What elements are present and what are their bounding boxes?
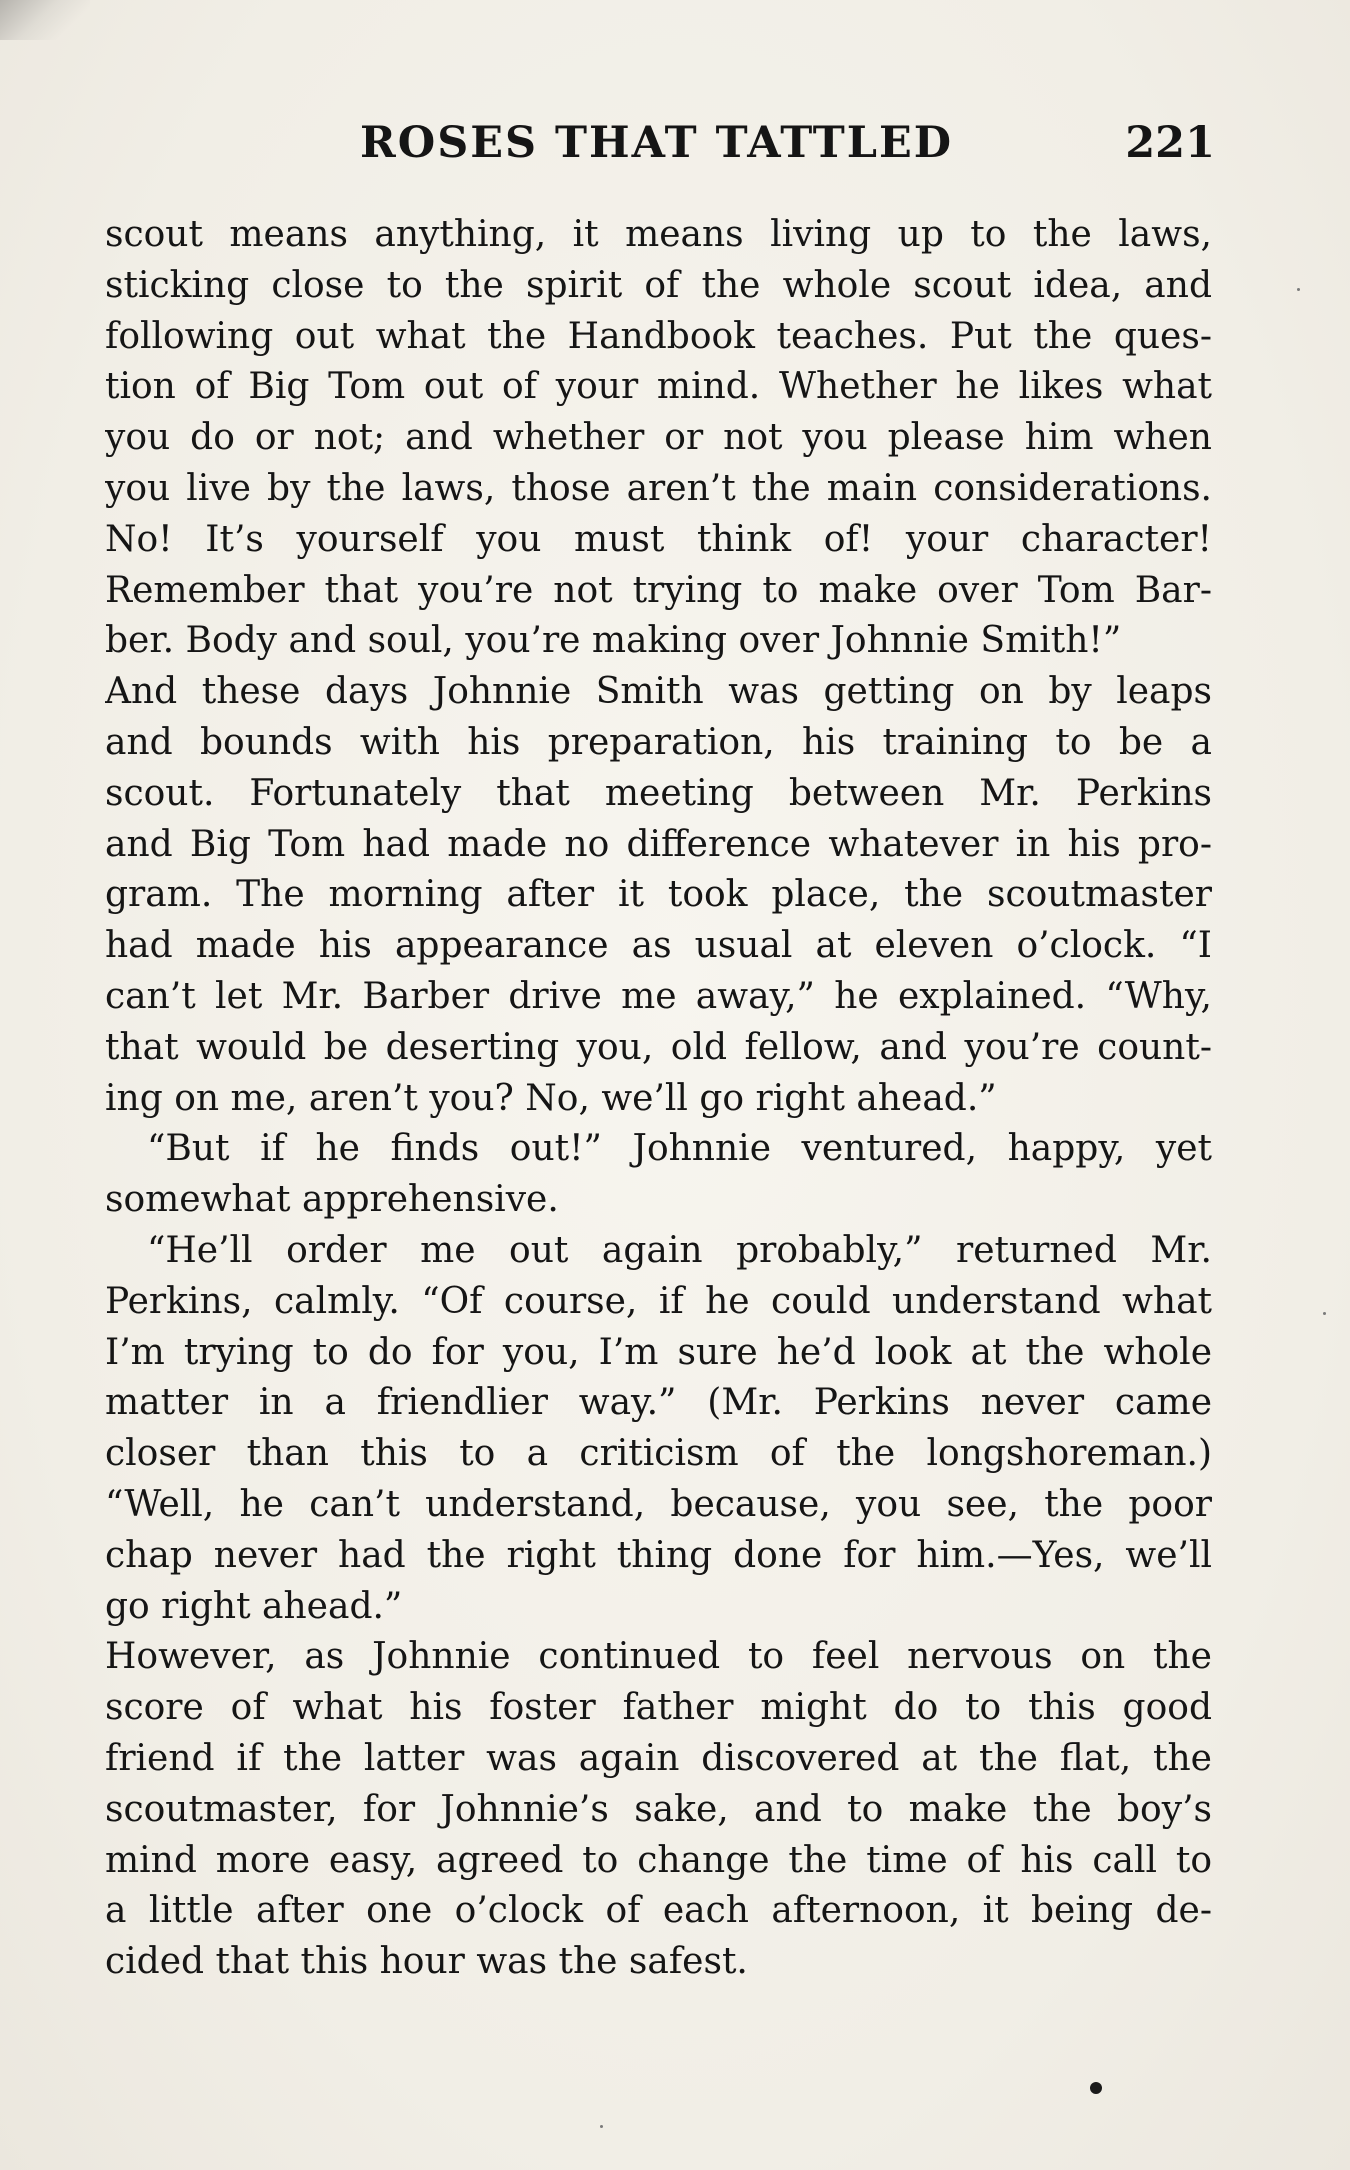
text-line: scout. Fortunately that meeting between Mr. Perkins xyxy=(105,772,1212,814)
text-line: matter in a friendlier way.” (Mr. Perkins never came xyxy=(105,1382,1212,1424)
text-line: and Big Tom had made no difference whatever in his pro- xyxy=(105,823,1212,865)
text-line: Perkins, calmly. “Of course, if he could understand what xyxy=(105,1280,1212,1322)
text-line: can’t let Mr. Barber drive me away,” he explained. “Why, xyxy=(105,975,1212,1017)
text-line: go right ahead.” xyxy=(105,1585,403,1627)
running-title: ROSES THAT TATTLED xyxy=(360,118,954,168)
text-line: gram. The morning after it took place, the scoutmaster xyxy=(105,874,1212,916)
text-line: ber. Body and soul, you’re making over Johnnie Smith!” xyxy=(105,620,1122,662)
page-number: 221 xyxy=(1125,118,1215,168)
scan-speck xyxy=(600,2125,603,2128)
text-line: “But if he finds out!” Johnnie ventured, happy, yet xyxy=(147,1128,1212,1170)
body-text xyxy=(105,210,1212,1988)
text-line: sticking close to the spirit of the whole scout idea, and xyxy=(105,264,1212,306)
text-line: had made his appearance as usual at eleven o’clock. “I xyxy=(105,925,1212,967)
text-line: No! It’s yourself you must think of! your character! xyxy=(105,518,1212,560)
ink-dot xyxy=(1090,2082,1102,2094)
text-line: you live by the laws, those aren’t the main considerations. xyxy=(105,467,1212,509)
text-line: you do or not; and whether or not you please him when xyxy=(105,417,1212,459)
text-line: tion of Big Tom out of your mind. Whether he likes what xyxy=(105,366,1212,408)
text-line: somewhat apprehensive. xyxy=(105,1179,559,1221)
text-line: Remember that you’re not trying to make over Tom Bar- xyxy=(105,569,1212,611)
scan-smudge xyxy=(0,0,90,40)
text-line: However, as Johnnie continued to feel nervous on the xyxy=(105,1636,1212,1678)
text-line: scoutmaster, for Johnnie’s sake, and to make the boy’s xyxy=(105,1788,1212,1830)
text-line: mind more easy, agreed to change the time of his call to xyxy=(105,1839,1212,1881)
text-line: closer than this to a criticism of the longshoreman.) xyxy=(105,1433,1212,1475)
text-line: score of what his foster father might do to this good xyxy=(105,1687,1212,1729)
text-line: ing on me, aren’t you? No, we’ll go right ahead.” xyxy=(105,1077,997,1119)
text-line: scout means anything, it means living up to the laws, xyxy=(105,214,1212,255)
scan-speck xyxy=(1323,1312,1326,1315)
text-line: chap never had the right thing done for him.—Yes, we’ll xyxy=(105,1534,1212,1576)
text-line: “Well, he can’t understand, because, you see, the poor xyxy=(105,1483,1212,1525)
text-line: And these days Johnnie Smith was getting on by leaps xyxy=(105,671,1212,713)
text-line: that would be deserting you, old fellow, and you’re count- xyxy=(105,1026,1212,1068)
text-line: friend if the latter was again discovered at the flat, the xyxy=(105,1737,1212,1779)
text-line: a little after one o’clock of each afternoon, it being de- xyxy=(105,1890,1212,1932)
running-head xyxy=(105,118,1215,178)
text-line: following out what the Handbook teaches. Put the ques- xyxy=(105,315,1212,357)
scan-speck xyxy=(1297,288,1300,291)
text-line: cided that this hour was the safest. xyxy=(105,1941,748,1983)
text-line: “He’ll order me out again probably,” returned Mr. xyxy=(147,1229,1212,1271)
text-line: and bounds with his preparation, his training to be a xyxy=(105,721,1212,763)
text-line: I’m trying to do for you, I’m sure he’d look at the whole xyxy=(105,1331,1212,1373)
